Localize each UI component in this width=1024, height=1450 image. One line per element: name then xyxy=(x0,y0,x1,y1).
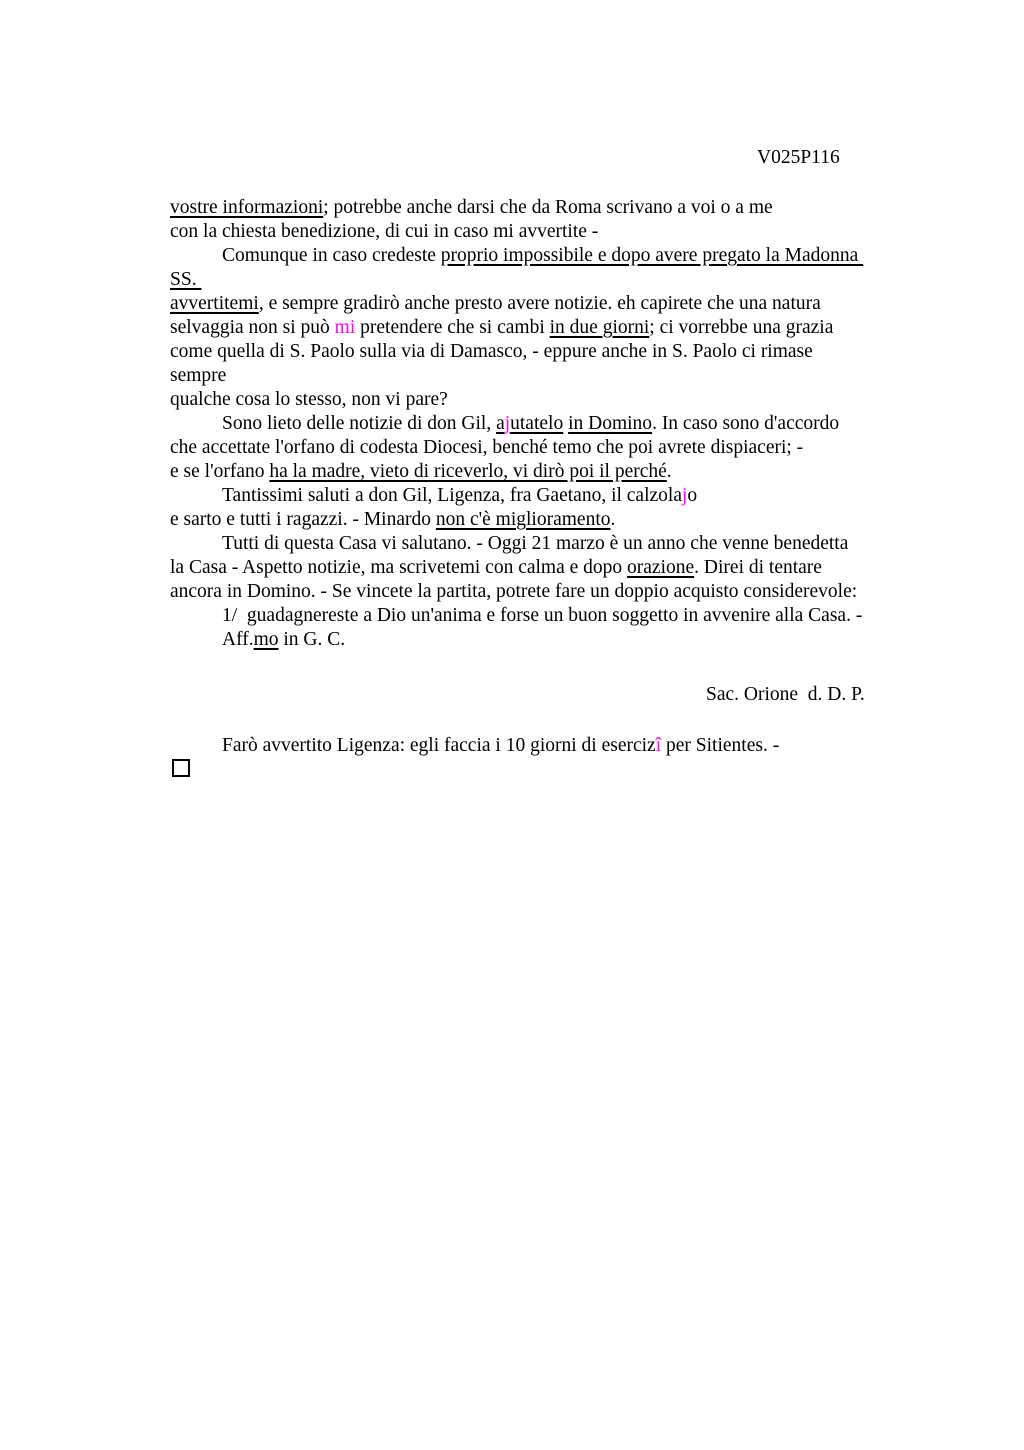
text-segment: Aff. xyxy=(222,629,254,650)
letter-line xyxy=(170,268,930,292)
text-segment: Tutti di questa Casa vi salutano. - Oggi 21 marzo è un anno che venne benedetta xyxy=(222,533,849,554)
text-segment: selvaggia non si può xyxy=(170,317,335,338)
text-segment: e se l'orfano xyxy=(170,461,270,482)
highlighted-text-segment: j xyxy=(504,413,511,434)
text-segment: Comunque in caso credeste xyxy=(222,245,441,266)
signature-line: Sac. Orione d. D. P. xyxy=(706,684,865,705)
letter-line xyxy=(170,292,930,316)
letter-line xyxy=(170,388,930,412)
highlighted-text-segment: mi xyxy=(334,317,356,338)
text-segment: come quella di S. Paolo sulla via di Damasco, - eppure anche in S. Paolo ci rimase xyxy=(170,341,813,362)
text-segment: avvertitemi xyxy=(170,293,259,314)
text-segment: mo xyxy=(253,629,279,650)
letter-line xyxy=(170,340,930,364)
text-segment: 1/ guadagnereste a Dio un'anima e forse un buon soggetto in avvenire alla Casa. - xyxy=(222,605,863,626)
text-segment: ; potrebbe anche darsi che da Roma scrivano a voi o a me xyxy=(323,197,773,218)
text-segment: . Direi di tentare xyxy=(694,557,822,578)
text-segment: pretendere che si cambi xyxy=(355,317,550,338)
doc-code: V025P116 xyxy=(757,147,840,168)
text-segment: Farò avvertito Ligenza: egli faccia i 10 giorni di eserciz xyxy=(222,735,656,756)
letter-line xyxy=(170,412,930,436)
letter-line xyxy=(170,508,930,532)
text-segment: orazione xyxy=(627,557,695,578)
letter-body xyxy=(170,196,930,652)
text-segment: proprio impossibile e dopo avere pregato la Madonna xyxy=(440,245,864,266)
text-segment: con la chiesta benedizione, di cui in caso mi avvertite - xyxy=(170,221,599,242)
highlighted-text-segment: j xyxy=(681,485,688,506)
text-segment: o xyxy=(687,485,698,506)
text-segment: sempre xyxy=(170,365,227,386)
text-segment: Tantissimi saluti a don Gil, Ligenza, fra Gaetano, il calzola xyxy=(222,485,682,506)
text-segment: Sono lieto delle notizie di don Gil, xyxy=(222,413,497,434)
text-segment: per Sitientes. - xyxy=(661,735,780,756)
text-segment: non c'è miglioramento xyxy=(435,509,611,530)
letter-line xyxy=(170,460,930,484)
letter-line xyxy=(170,244,930,268)
text-segment: in due giorni xyxy=(549,317,650,338)
text-segment: in Domino xyxy=(568,413,653,434)
letter-line xyxy=(170,628,930,652)
letter-line xyxy=(170,364,930,388)
text-segment: utatelo xyxy=(510,413,564,434)
text-segment: ancora in Domino. - Se vincete la partita, potrete fare un doppio acquisto considerevole: xyxy=(170,581,858,602)
text-segment: a xyxy=(496,413,505,434)
letter-line xyxy=(170,436,930,460)
postscript-line xyxy=(170,734,930,758)
highlighted-text-segment: î xyxy=(655,735,662,756)
letter-line xyxy=(170,532,930,556)
text-segment: SS. xyxy=(170,269,202,290)
letter-line xyxy=(170,734,930,758)
letter-line xyxy=(170,484,930,508)
text-segment: ha la madre, vieto di riceverlo, vi dirò poi il perché xyxy=(269,461,667,482)
letter-line xyxy=(170,220,930,244)
letter-line xyxy=(170,580,930,604)
letter-line xyxy=(170,196,930,220)
letter-line xyxy=(170,316,930,340)
letter-line xyxy=(170,604,930,628)
text-segment: e sarto e tutti i ragazzi. - Minardo xyxy=(170,509,436,530)
text-segment: , e sempre gradirò anche presto avere notizie. eh capirete che una natura xyxy=(258,293,821,314)
empty-box-glyph xyxy=(172,759,190,777)
letter-line xyxy=(170,556,930,580)
text-segment: . xyxy=(610,509,616,530)
text-segment: qualche cosa lo stesso, non vi pare? xyxy=(170,389,448,410)
text-segment: la Casa - Aspetto notizie, ma scrivetemi con calma e dopo xyxy=(170,557,628,578)
text-segment: . In caso sono d'accordo xyxy=(652,413,840,434)
text-segment: che accettate l'orfano di codesta Diocesi, benché temo che poi avrete dispiaceri; - xyxy=(170,437,804,458)
text-segment: in G. C. xyxy=(278,629,346,650)
text-segment: vostre informazioni xyxy=(170,197,324,218)
text-segment: ; ci vorrebbe una grazia xyxy=(649,317,834,338)
text-segment: . xyxy=(666,461,672,482)
